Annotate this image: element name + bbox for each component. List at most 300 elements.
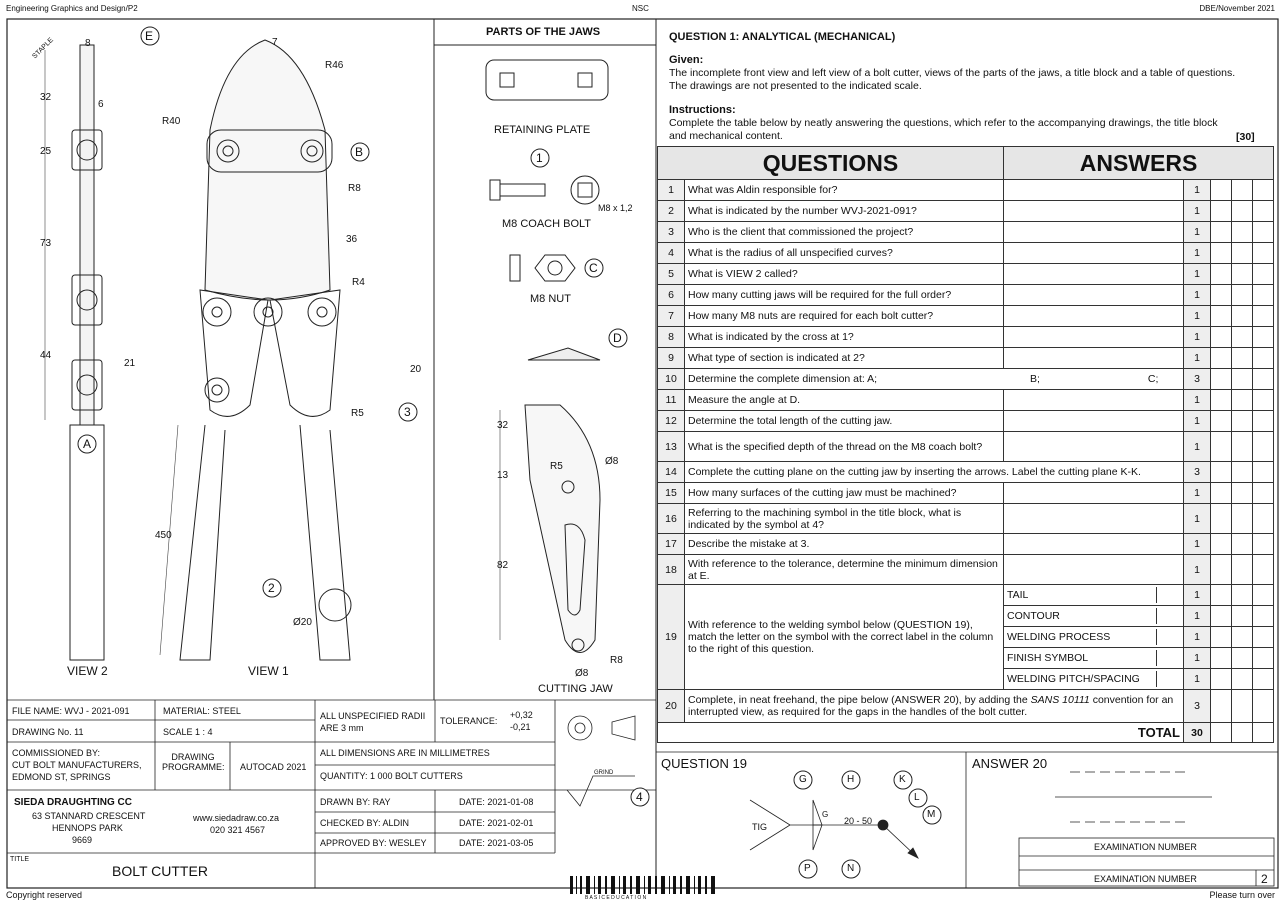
question-20 xyxy=(685,690,1184,723)
tb-approved-by: APPROVED BY: WESLEY xyxy=(320,838,427,848)
dim-6: 6 xyxy=(98,99,104,110)
tb-grind: GRIND xyxy=(594,770,614,776)
mark-box[interactable] xyxy=(1253,180,1274,201)
question-text: What was Aldin responsible for? xyxy=(685,180,1004,201)
total-label: TOTAL xyxy=(658,723,1184,743)
table-row xyxy=(658,585,1274,606)
dim-r40: R40 xyxy=(162,116,181,127)
mark-box[interactable] xyxy=(1253,504,1274,534)
mark-box[interactable] xyxy=(1232,390,1253,411)
answer-cell[interactable] xyxy=(1004,483,1184,504)
mark-box[interactable] xyxy=(1232,723,1253,743)
jaw-dim-o8b: Ø8 xyxy=(575,668,589,679)
given-label: Given: xyxy=(669,54,704,66)
mark: 1 xyxy=(1184,669,1211,690)
mark: 3 xyxy=(1184,690,1211,723)
mark: 1 xyxy=(1184,606,1211,627)
mark: 1 xyxy=(1184,327,1211,348)
answer-cell[interactable] xyxy=(1004,504,1184,534)
footer-left: Copyright reserved xyxy=(6,890,83,900)
table-row xyxy=(658,462,1274,483)
tb-phone: 020 321 4567 xyxy=(210,825,266,835)
tb-drawing-no: DRAWING No. 11 xyxy=(12,727,84,737)
mark-box[interactable] xyxy=(1232,627,1253,648)
q19-tig: TIG xyxy=(752,822,767,832)
q19-letter-h: H xyxy=(847,774,855,785)
mark-box[interactable] xyxy=(1253,723,1274,743)
mark-box[interactable] xyxy=(1232,555,1253,585)
q10-a-label: Determine the complete dimension at: A; xyxy=(688,373,878,385)
dim-20: 20 xyxy=(410,364,422,375)
mark-box[interactable] xyxy=(1211,264,1232,285)
question-10 xyxy=(685,369,1184,390)
answer-cell[interactable] xyxy=(1004,201,1184,222)
answer-cell[interactable] xyxy=(1004,222,1184,243)
table-row xyxy=(658,243,1274,264)
retaining-plate-label: RETAINING PLATE xyxy=(494,124,591,136)
table-row xyxy=(658,180,1274,201)
header-right: DBE/November 2021 xyxy=(1199,4,1275,13)
q19-pitch: 20 - 50 xyxy=(844,816,873,826)
mark-box[interactable] xyxy=(1232,348,1253,369)
tb-quantity: QUANTITY: 1 000 BOLT CUTTERS xyxy=(320,771,463,781)
mark-box[interactable] xyxy=(1211,669,1232,690)
tb-material: MATERIAL: STEEL xyxy=(163,706,241,716)
label-d: D xyxy=(613,331,622,345)
mark: 1 xyxy=(1184,348,1211,369)
mark-box[interactable] xyxy=(1211,534,1232,555)
label-2: 2 xyxy=(268,581,275,595)
weld-label-text: CONTOUR xyxy=(1007,610,1060,622)
question-number: 5 xyxy=(658,264,685,285)
tb-addr2: HENNOPS PARK xyxy=(52,823,123,833)
label-1: 1 xyxy=(536,151,543,165)
q19-letter-n: N xyxy=(847,863,855,874)
page-number: 2 xyxy=(1261,872,1268,886)
mark-box[interactable] xyxy=(1232,585,1253,606)
answer-cell[interactable] xyxy=(1004,285,1184,306)
q19-g: G xyxy=(822,810,829,819)
mark-box[interactable] xyxy=(1253,648,1274,669)
table-row xyxy=(658,285,1274,306)
weld-label-text: WELDING PROCESS xyxy=(1007,631,1111,643)
weld-label xyxy=(1004,606,1184,627)
mark-box[interactable] xyxy=(1253,390,1274,411)
q10-c-label: C; xyxy=(1147,373,1159,385)
q19-letter-k: K xyxy=(899,774,906,785)
question-number: 3 xyxy=(658,222,685,243)
question-heading: QUESTION 1: ANALYTICAL (MECHANICAL) xyxy=(669,31,896,43)
letter-answer-box[interactable] xyxy=(1156,671,1183,687)
mark-box[interactable] xyxy=(1211,180,1232,201)
tb-web: www.siedadraw.co.za xyxy=(193,813,280,823)
question-number: 17 xyxy=(658,534,685,555)
mark-box[interactable] xyxy=(1232,201,1253,222)
mark-box[interactable] xyxy=(1253,306,1274,327)
mark: 3 xyxy=(1184,462,1211,483)
mark-box[interactable] xyxy=(1232,369,1253,390)
nut-label: M8 NUT xyxy=(530,293,571,305)
jaw-dim-r8: R8 xyxy=(610,655,623,666)
mark-box[interactable] xyxy=(1211,201,1232,222)
q10-b-label: B; xyxy=(1030,373,1040,385)
mark-box[interactable] xyxy=(1211,411,1232,432)
table-row xyxy=(658,306,1274,327)
label-e: E xyxy=(145,29,154,43)
table-row xyxy=(658,201,1274,222)
mark: 1 xyxy=(1184,201,1211,222)
mark: 1 xyxy=(1184,285,1211,306)
answer-cell[interactable] xyxy=(1004,555,1184,585)
question-text: Describe the mistake at 3. xyxy=(685,534,1004,555)
mark-box[interactable] xyxy=(1232,483,1253,504)
coach-bolt-label: M8 COACH BOLT xyxy=(502,218,592,230)
mark: 1 xyxy=(1184,555,1211,585)
table-row xyxy=(658,327,1274,348)
label-b: B xyxy=(355,145,364,159)
view1-label: VIEW 1 xyxy=(248,664,289,678)
question-number: 16 xyxy=(658,504,685,534)
mark: 1 xyxy=(1184,180,1211,201)
table-row xyxy=(658,483,1274,504)
mark-box[interactable] xyxy=(1211,648,1232,669)
mark-box[interactable] xyxy=(1232,411,1253,432)
tb-commissioned: COMMISSIONED BY: xyxy=(12,748,101,758)
jaw-dim-13: 13 xyxy=(497,470,509,481)
mark-box[interactable] xyxy=(1253,222,1274,243)
mark-box[interactable] xyxy=(1232,264,1253,285)
view2-label: VIEW 2 xyxy=(67,664,108,678)
mark-box[interactable] xyxy=(1232,432,1253,462)
mark: 1 xyxy=(1184,390,1211,411)
answer-cell[interactable] xyxy=(1004,390,1184,411)
question-text: Measure the angle at D. xyxy=(685,390,1004,411)
weld-label-text: FINISH SYMBOL xyxy=(1007,652,1089,664)
barcode-text: B A S I C E D U C A T I O N xyxy=(585,895,647,901)
table-row xyxy=(658,390,1274,411)
question-text: Determine the total length of the cutting jaw. xyxy=(685,411,1004,432)
mark-box[interactable] xyxy=(1211,627,1232,648)
question-number: 15 xyxy=(658,483,685,504)
cutting-jaw-label: CUTTING JAW xyxy=(538,683,613,695)
tb-radii2: ARE 3 mm xyxy=(320,723,364,733)
dim-8: 8 xyxy=(85,38,91,49)
mark: 1 xyxy=(1184,627,1211,648)
tb-file-name: FILE NAME: WVJ - 2021-091 xyxy=(12,706,130,716)
mark-box[interactable] xyxy=(1211,555,1232,585)
question-number: 1 xyxy=(658,180,685,201)
mark-box[interactable] xyxy=(1211,285,1232,306)
mark: 1 xyxy=(1184,222,1211,243)
mark-box[interactable] xyxy=(1211,327,1232,348)
question-number: 10 xyxy=(658,369,685,390)
tb-addr1: 63 STANNARD CRESCENT xyxy=(32,811,146,821)
table-row xyxy=(658,690,1274,723)
mark-box[interactable] xyxy=(1211,723,1232,743)
table-row xyxy=(658,411,1274,432)
mark-box[interactable] xyxy=(1232,285,1253,306)
mark-box[interactable] xyxy=(1211,483,1232,504)
mark-box[interactable] xyxy=(1253,411,1274,432)
tb-tol-plus: +0,32 xyxy=(510,710,533,720)
question-text: Who is the client that commissioned the project? xyxy=(685,222,1004,243)
question-text: What is the specified depth of the thread on the M8 coach bolt? xyxy=(685,432,1004,462)
mark-box[interactable] xyxy=(1232,222,1253,243)
question-number: 9 xyxy=(658,348,685,369)
dim-32: 32 xyxy=(40,92,52,103)
mark-box[interactable] xyxy=(1253,348,1274,369)
mark-box[interactable] xyxy=(1211,348,1232,369)
mark-box[interactable] xyxy=(1211,690,1232,723)
question-text: What type of section is indicated at 2? xyxy=(685,348,1004,369)
mark-box[interactable] xyxy=(1253,264,1274,285)
q19-letter-l: L xyxy=(914,792,920,803)
tb-software: AUTOCAD 2021 xyxy=(240,762,307,772)
question-text: How many cutting jaws will be required for the full order? xyxy=(685,285,1004,306)
exam-label-1: EXAMINATION NUMBER xyxy=(1094,842,1197,852)
tb-radii1: ALL UNSPECIFIED RADII xyxy=(320,711,426,721)
mark-box[interactable] xyxy=(1253,627,1274,648)
q19-letter-p: P xyxy=(804,863,811,874)
mark-box[interactable] xyxy=(1253,462,1274,483)
letter-answer-box[interactable] xyxy=(1156,608,1183,624)
table-row xyxy=(658,432,1274,462)
table-row xyxy=(658,369,1274,390)
question-number: 11 xyxy=(658,390,685,411)
tb-title: BOLT CUTTER xyxy=(112,863,208,879)
q20-text-a: Complete, in neat freehand, the pipe below (ANSWER 20), by adding the xyxy=(688,694,1031,706)
mark-box[interactable] xyxy=(1232,690,1253,723)
table-row xyxy=(658,264,1274,285)
mark: 1 xyxy=(1184,432,1211,462)
answer-cell[interactable] xyxy=(1004,327,1184,348)
answer-cell[interactable] xyxy=(1004,432,1184,462)
bolt-size-label: M8 x 1,2 xyxy=(598,203,633,213)
question-number: 14 xyxy=(658,462,685,483)
mark: 1 xyxy=(1184,585,1211,606)
mark-box[interactable] xyxy=(1232,648,1253,669)
label-3: 3 xyxy=(404,405,411,419)
mark: 1 xyxy=(1184,264,1211,285)
weld-label-text: TAIL xyxy=(1007,589,1029,601)
tb-checked-by: CHECKED BY: ALDIN xyxy=(320,818,410,828)
dim-25: 25 xyxy=(40,146,52,157)
tb-drawing-programme: DRAWING PROGRAMME: xyxy=(162,752,225,772)
dim-73: 73 xyxy=(40,238,52,249)
instructions-text: Complete the table below by neatly answering the questions, which refer to the accompanying drawings, the title block and mechanical content. xyxy=(669,117,1218,142)
mark-box[interactable] xyxy=(1232,243,1253,264)
mark-box[interactable] xyxy=(1253,285,1274,306)
weld-label-text: WELDING PITCH/SPACING xyxy=(1007,673,1140,685)
tb-checked-date: DATE: 2021-02-01 xyxy=(459,818,534,828)
questions-header: QUESTIONS xyxy=(658,147,1004,180)
total-row xyxy=(658,723,1274,743)
dim-r46: R46 xyxy=(325,60,344,71)
question-text: With reference to the tolerance, determine the minimum dimension at E. xyxy=(685,555,1004,585)
table-row xyxy=(658,348,1274,369)
q20-sans: SANS 10111 xyxy=(1030,694,1090,706)
mark-box[interactable] xyxy=(1232,534,1253,555)
tb-drawn-by: DRAWN BY: RAY xyxy=(320,797,391,807)
total-value: 30 xyxy=(1184,723,1211,743)
question-number: 7 xyxy=(658,306,685,327)
mark: 1 xyxy=(1184,504,1211,534)
jaw-dim-32: 32 xyxy=(497,420,509,431)
question-number: 4 xyxy=(658,243,685,264)
question-text: What is VIEW 2 called? xyxy=(685,264,1004,285)
mark: 1 xyxy=(1184,534,1211,555)
table-row xyxy=(658,534,1274,555)
answer-cell[interactable] xyxy=(1004,264,1184,285)
question-number: 18 xyxy=(658,555,685,585)
mark-box[interactable] xyxy=(1232,327,1253,348)
mark-box[interactable] xyxy=(1211,432,1232,462)
mark-box[interactable] xyxy=(1253,534,1274,555)
dim-o20: Ø20 xyxy=(293,617,312,628)
tb-tolerance: TOLERANCE: xyxy=(440,716,498,726)
label-4: 4 xyxy=(636,790,643,804)
mark-box[interactable] xyxy=(1253,243,1274,264)
exam-label-2: EXAMINATION NUMBER xyxy=(1094,874,1197,884)
questions-table xyxy=(657,146,1274,743)
jaw-dim-82: 82 xyxy=(497,560,509,571)
question-number: 12 xyxy=(658,411,685,432)
letter-answer-box[interactable] xyxy=(1156,650,1183,666)
a20-title: ANSWER 20 xyxy=(972,756,1048,771)
tb-client2: EDMOND ST, SPRINGS xyxy=(12,772,111,782)
mark-box[interactable] xyxy=(1211,306,1232,327)
header-center: NSC xyxy=(632,4,649,13)
weld-label xyxy=(1004,627,1184,648)
tb-dims-mm: ALL DIMENSIONS ARE IN MILLIMETRES xyxy=(320,748,490,758)
footer-right: Please turn over xyxy=(1209,890,1275,900)
mark-box[interactable] xyxy=(1253,585,1274,606)
mark-box[interactable] xyxy=(1253,201,1274,222)
dim-44: 44 xyxy=(40,350,52,361)
mark-box[interactable] xyxy=(1253,555,1274,585)
mark-box[interactable] xyxy=(1232,669,1253,690)
total-marks: [30] xyxy=(1236,131,1255,143)
mark-box[interactable] xyxy=(1253,483,1274,504)
jaws-title: PARTS OF THE JAWS xyxy=(486,26,601,38)
q19-letter-m: M xyxy=(927,809,936,820)
table-row xyxy=(658,555,1274,585)
letter-answer-box[interactable] xyxy=(1156,587,1183,603)
question-text: Referring to the machining symbol in the title block, what is indicated by the symbol at 4? xyxy=(685,504,1004,534)
mark-box[interactable] xyxy=(1211,585,1232,606)
question-14: Complete the cutting plane on the cutting jaw by inserting the arrows. Label the cutting plane K-K. xyxy=(685,462,1184,483)
mark: 1 xyxy=(1184,483,1211,504)
question-number: 13 xyxy=(658,432,685,462)
weld-label xyxy=(1004,585,1184,606)
mark-box[interactable] xyxy=(1211,462,1232,483)
header-left: Engineering Graphics and Design/P2 xyxy=(6,4,138,13)
mark-box[interactable] xyxy=(1253,327,1274,348)
dim-r8: R8 xyxy=(348,183,361,194)
mark-box[interactable] xyxy=(1232,180,1253,201)
mark-box[interactable] xyxy=(1232,504,1253,534)
mark: 1 xyxy=(1184,243,1211,264)
mark-box[interactable] xyxy=(1232,462,1253,483)
dim-r5: R5 xyxy=(351,408,364,419)
question-19: With reference to the welding symbol below (QUESTION 19), match the letter on the symbol with the correct label in the column to the right of this question. xyxy=(685,585,1004,690)
weld-label xyxy=(1004,669,1184,690)
question-number: 19 xyxy=(658,585,685,690)
dim-36: 36 xyxy=(346,234,358,245)
tb-scale: SCALE 1 : 4 xyxy=(163,727,213,737)
question-number: 20 xyxy=(658,690,685,723)
mark-box[interactable] xyxy=(1253,669,1274,690)
q19-letter-g: G xyxy=(799,774,807,785)
dim-21: 21 xyxy=(124,358,136,369)
mark: 1 xyxy=(1184,306,1211,327)
mark-box[interactable] xyxy=(1211,390,1232,411)
answer-cell[interactable] xyxy=(1004,180,1184,201)
question-number: 6 xyxy=(658,285,685,306)
mark-box[interactable] xyxy=(1232,606,1253,627)
label-c: C xyxy=(589,261,598,275)
table-row xyxy=(658,222,1274,243)
mark-box[interactable] xyxy=(1211,243,1232,264)
mark-box[interactable] xyxy=(1211,504,1232,534)
q20-text-b: convention for an interrupted view, as required for the gaps in the handles of the bolt cutter. xyxy=(688,694,1174,718)
mark: 3 xyxy=(1184,369,1211,390)
mark-box[interactable] xyxy=(1211,369,1232,390)
jaw-dim-o8a: Ø8 xyxy=(605,456,619,467)
tb-addr3: 9669 xyxy=(72,835,93,845)
tb-title-label: TITLE xyxy=(10,856,30,863)
question-text: What is indicated by the number WVJ-2021-091? xyxy=(685,201,1004,222)
dim-7: 7 xyxy=(272,37,278,48)
tb-approved-date: DATE: 2021-03-05 xyxy=(459,838,534,848)
question-text: How many M8 nuts are required for each bolt cutter? xyxy=(685,306,1004,327)
mark: 1 xyxy=(1184,648,1211,669)
mark-box[interactable] xyxy=(1211,222,1232,243)
mark: 1 xyxy=(1184,411,1211,432)
question-text: What is indicated by the cross at 1? xyxy=(685,327,1004,348)
answers-header: ANSWERS xyxy=(1004,147,1274,180)
answer-cell[interactable] xyxy=(1004,534,1184,555)
given-text: The incomplete front view and left view of a bolt cutter, views of the parts of the jaws, a title block and a table of questions. The drawings are not presented to the indicated scale. xyxy=(669,67,1236,92)
label-a: A xyxy=(83,437,92,451)
question-text: How many surfaces of the cutting jaw must be machined? xyxy=(685,483,1004,504)
answer-cell[interactable] xyxy=(1004,348,1184,369)
mark-box[interactable] xyxy=(1253,369,1274,390)
mark-box[interactable] xyxy=(1253,690,1274,723)
jaw-dim-r5: R5 xyxy=(550,461,563,472)
answer-cell[interactable] xyxy=(1004,411,1184,432)
staple-note: STAPLE xyxy=(31,36,55,61)
mark-box[interactable] xyxy=(1211,606,1232,627)
tb-client1: CUT BOLT MANUFACTURERS, xyxy=(12,760,142,770)
q19-title: QUESTION 19 xyxy=(661,756,747,771)
mark-box[interactable] xyxy=(1253,606,1274,627)
tb-drawn-date: DATE: 2021-01-08 xyxy=(459,797,534,807)
tb-company: SIEDA DRAUGHTING CC xyxy=(14,797,132,808)
question-text: What is the radius of all unspecified curves? xyxy=(685,243,1004,264)
tb-tol-minus: -0,21 xyxy=(510,722,531,732)
mark-box[interactable] xyxy=(1232,306,1253,327)
weld-label xyxy=(1004,648,1184,669)
letter-answer-box[interactable] xyxy=(1156,629,1183,645)
table-row xyxy=(658,504,1274,534)
instructions-label: Instructions: xyxy=(669,104,736,116)
mark-box[interactable] xyxy=(1253,432,1274,462)
answer-cell[interactable] xyxy=(1004,306,1184,327)
answer-cell[interactable] xyxy=(1004,243,1184,264)
question-number: 2 xyxy=(658,201,685,222)
dim-r4: R4 xyxy=(352,277,365,288)
